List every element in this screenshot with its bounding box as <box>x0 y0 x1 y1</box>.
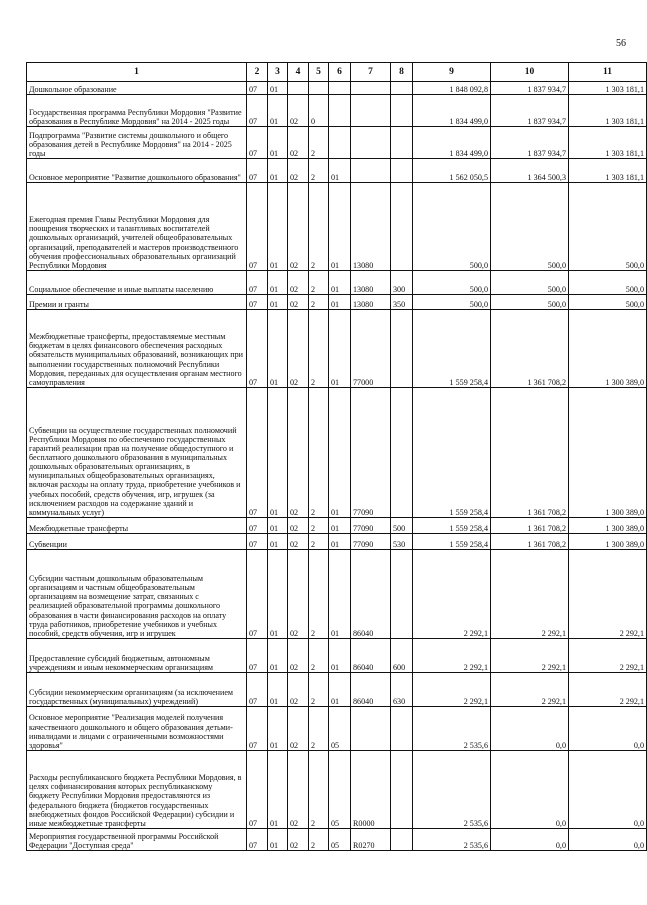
amount-cell-year2: 2 292,1 <box>491 639 569 673</box>
section-code-cell: 07 <box>247 310 268 388</box>
amount-cell-year2: 1 361 708,2 <box>491 518 569 534</box>
subsection-code-cell: 01 <box>268 534 288 550</box>
subsection-code-cell: 01 <box>268 159 288 183</box>
activity-code-cell <box>329 127 351 159</box>
program-code-cell: 02 <box>288 183 309 271</box>
amount-cell-year2: 1 837 934,7 <box>491 127 569 159</box>
expense-type-code-cell: 300 <box>391 271 413 295</box>
row-name-cell: Субсидии некоммерческим организациям (за исключением государственных (муниципальных) учреждений) <box>27 673 247 707</box>
expense-type-code-cell: 350 <box>391 295 413 310</box>
table-row <box>27 751 647 829</box>
table-body <box>27 82 647 851</box>
row-name-cell: Предоставление субсидий бюджетным, автономным учреждениям и иным некоммерческим организациям <box>27 639 247 673</box>
subprogram-code-cell: 2 <box>309 550 329 639</box>
amount-cell-year1: 1 562 050,5 <box>413 159 491 183</box>
amount-cell-year2: 1 364 500,3 <box>491 159 569 183</box>
program-code-cell: 02 <box>288 159 309 183</box>
subsection-code-cell: 01 <box>268 639 288 673</box>
program-code-cell: 02 <box>288 310 309 388</box>
amount-cell-year3: 1 300 389,0 <box>569 310 647 388</box>
subprogram-code-cell: 2 <box>309 159 329 183</box>
activity-code-cell: 01 <box>329 183 351 271</box>
amount-cell-year1: 1 848 092,8 <box>413 82 491 95</box>
row-name-cell: Субсидии частным дошкольным образовательным организациям и частным общеобразовательным организациям на возмещение затрат, связанных с реализацией образовательной программы дошкольного образования в части финансирования расходов на оплату труда работников, приобретение учебников и учебных пособий, средств обучения, игр и игрушек <box>27 550 247 639</box>
column-header: 5 <box>309 63 329 82</box>
table-row <box>27 518 647 534</box>
amount-cell-year2: 2 292,1 <box>491 673 569 707</box>
subprogram-code-cell: 2 <box>309 295 329 310</box>
subsection-code-cell: 01 <box>268 707 288 751</box>
column-header: 2 <box>247 63 268 82</box>
subprogram-code-cell: 2 <box>309 271 329 295</box>
amount-cell-year3: 500,0 <box>569 295 647 310</box>
amount-cell-year3: 0,0 <box>569 829 647 851</box>
table-row <box>27 829 647 851</box>
program-code-cell: 02 <box>288 707 309 751</box>
table-row <box>27 127 647 159</box>
activity-code-cell: 01 <box>329 310 351 388</box>
expense-type-code-cell <box>391 183 413 271</box>
amount-cell-year3: 1 303 181,1 <box>569 82 647 95</box>
program-code-cell: 02 <box>288 127 309 159</box>
amount-cell-year2: 1 361 708,2 <box>491 534 569 550</box>
subprogram-code-cell: 2 <box>309 829 329 851</box>
program-code-cell: 02 <box>288 534 309 550</box>
activity-code-cell <box>329 95 351 127</box>
column-header: 4 <box>288 63 309 82</box>
section-code-cell: 07 <box>247 518 268 534</box>
section-code-cell: 07 <box>247 295 268 310</box>
program-code-cell: 02 <box>288 639 309 673</box>
subprogram-code-cell: 2 <box>309 639 329 673</box>
amount-cell-year2: 2 292,1 <box>491 550 569 639</box>
table-header-row <box>27 63 647 82</box>
table-row <box>27 95 647 127</box>
amount-cell-year1: 2 292,1 <box>413 639 491 673</box>
subsection-code-cell: 01 <box>268 673 288 707</box>
subprogram-code-cell: 2 <box>309 707 329 751</box>
subsection-code-cell: 01 <box>268 751 288 829</box>
section-code-cell: 07 <box>247 127 268 159</box>
section-code-cell: 07 <box>247 95 268 127</box>
section-code-cell: 07 <box>247 82 268 95</box>
subsection-code-cell: 01 <box>268 82 288 95</box>
amount-cell-year3: 2 292,1 <box>569 639 647 673</box>
subprogram-code-cell: 2 <box>309 310 329 388</box>
subsection-code-cell: 01 <box>268 95 288 127</box>
direction-code-cell <box>351 95 391 127</box>
program-code-cell: 02 <box>288 518 309 534</box>
activity-code-cell: 05 <box>329 751 351 829</box>
row-name-cell: Межбюджетные трансферты, предоставляемые местным бюджетам в целях финансового обеспечения расходных обязательств муниципальных образований, возникающих при выполнении государственных полномочий Республики Мордовия, переданных для осуществления органам местного самоуправления <box>27 310 247 388</box>
section-code-cell: 07 <box>247 271 268 295</box>
program-code-cell: 02 <box>288 751 309 829</box>
row-name-cell: Межбюджетные трансферты <box>27 518 247 534</box>
direction-code-cell <box>351 127 391 159</box>
section-code-cell: 07 <box>247 183 268 271</box>
row-name-cell: Мероприятия государственной программы Российской Федерации "Доступная среда" <box>27 829 247 851</box>
expense-type-code-cell <box>391 127 413 159</box>
activity-code-cell: 01 <box>329 388 351 518</box>
expense-type-code-cell: 530 <box>391 534 413 550</box>
page-number: 56 <box>616 38 626 49</box>
amount-cell-year1: 2 292,1 <box>413 550 491 639</box>
direction-code-cell <box>351 707 391 751</box>
amount-cell-year1: 1 559 258,4 <box>413 310 491 388</box>
table-row <box>27 159 647 183</box>
amount-cell-year2: 0,0 <box>491 707 569 751</box>
amount-cell-year1: 2 535,6 <box>413 751 491 829</box>
amount-cell-year3: 0,0 <box>569 751 647 829</box>
section-code-cell: 07 <box>247 550 268 639</box>
amount-cell-year2: 500,0 <box>491 183 569 271</box>
table-row <box>27 639 647 673</box>
program-code-cell: 02 <box>288 550 309 639</box>
column-header: 7 <box>351 63 391 82</box>
amount-cell-year2: 1 837 934,7 <box>491 95 569 127</box>
amount-cell-year1: 2 535,6 <box>413 829 491 851</box>
row-name-cell: Государственная программа Республики Мордовия "Развитие образования в Республике Мордовия" на 2014 - 2025 годы <box>27 95 247 127</box>
amount-cell-year2: 1 837 934,7 <box>491 82 569 95</box>
subsection-code-cell: 01 <box>268 127 288 159</box>
direction-code-cell: R0270 <box>351 829 391 851</box>
program-code-cell: 02 <box>288 271 309 295</box>
subsection-code-cell: 01 <box>268 183 288 271</box>
column-header: 6 <box>329 63 351 82</box>
amount-cell-year3: 1 300 389,0 <box>569 388 647 518</box>
direction-code-cell: 86040 <box>351 639 391 673</box>
subprogram-code-cell: 2 <box>309 673 329 707</box>
row-name-cell: Премии и гранты <box>27 295 247 310</box>
activity-code-cell: 01 <box>329 673 351 707</box>
column-header: 11 <box>569 63 647 82</box>
subsection-code-cell: 01 <box>268 271 288 295</box>
amount-cell-year1: 2 535,6 <box>413 707 491 751</box>
subprogram-code-cell: 2 <box>309 388 329 518</box>
amount-cell-year1: 500,0 <box>413 183 491 271</box>
direction-code-cell <box>351 159 391 183</box>
amount-cell-year3: 2 292,1 <box>569 550 647 639</box>
section-code-cell: 07 <box>247 673 268 707</box>
amount-cell-year3: 2 292,1 <box>569 673 647 707</box>
amount-cell-year2: 1 361 708,2 <box>491 310 569 388</box>
subprogram-code-cell: 2 <box>309 127 329 159</box>
amount-cell-year3: 500,0 <box>569 271 647 295</box>
activity-code-cell: 05 <box>329 829 351 851</box>
subprogram-code-cell <box>309 82 329 95</box>
direction-code-cell: 77090 <box>351 388 391 518</box>
direction-code-cell: 77000 <box>351 310 391 388</box>
subsection-code-cell: 01 <box>268 295 288 310</box>
expense-type-code-cell: 630 <box>391 673 413 707</box>
amount-cell-year1: 1 834 499,0 <box>413 95 491 127</box>
expense-type-code-cell: 500 <box>391 518 413 534</box>
activity-code-cell: 01 <box>329 159 351 183</box>
subsection-code-cell: 01 <box>268 550 288 639</box>
amount-cell-year2: 0,0 <box>491 829 569 851</box>
table-row <box>27 534 647 550</box>
expense-type-code-cell <box>391 829 413 851</box>
table-row <box>27 673 647 707</box>
subsection-code-cell: 01 <box>268 829 288 851</box>
row-name-cell: Ежегодная премия Главы Республики Мордовия для поощрения творческих и талантливых воспитателей дошкольных организаций, учителей общеобразовательных организаций, преподавателей и мастеров производственного обучения профессиональных образовательных организаций Республики Мордовия <box>27 183 247 271</box>
expense-type-code-cell <box>391 95 413 127</box>
subsection-code-cell: 01 <box>268 388 288 518</box>
amount-cell-year1: 1 834 499,0 <box>413 127 491 159</box>
amount-cell-year2: 1 361 708,2 <box>491 388 569 518</box>
program-code-cell <box>288 82 309 95</box>
table-row <box>27 82 647 95</box>
amount-cell-year2: 500,0 <box>491 295 569 310</box>
section-code-cell: 07 <box>247 751 268 829</box>
amount-cell-year3: 1 300 389,0 <box>569 534 647 550</box>
direction-code-cell: 86040 <box>351 673 391 707</box>
section-code-cell: 07 <box>247 639 268 673</box>
section-code-cell: 07 <box>247 707 268 751</box>
amount-cell-year1: 500,0 <box>413 295 491 310</box>
amount-cell-year1: 1 559 258,4 <box>413 518 491 534</box>
program-code-cell: 02 <box>288 829 309 851</box>
subprogram-code-cell: 2 <box>309 183 329 271</box>
amount-cell-year2: 0,0 <box>491 751 569 829</box>
section-code-cell: 07 <box>247 159 268 183</box>
direction-code-cell: 13080 <box>351 295 391 310</box>
expense-type-code-cell <box>391 550 413 639</box>
program-code-cell: 02 <box>288 95 309 127</box>
table-row <box>27 550 647 639</box>
expense-type-code-cell <box>391 82 413 95</box>
expense-type-code-cell: 600 <box>391 639 413 673</box>
column-header: 1 <box>27 63 247 82</box>
activity-code-cell: 01 <box>329 518 351 534</box>
expense-type-code-cell <box>391 707 413 751</box>
activity-code-cell: 01 <box>329 295 351 310</box>
activity-code-cell: 01 <box>329 550 351 639</box>
row-name-cell: Основное мероприятие "Развитие дошкольного образования" <box>27 159 247 183</box>
column-header: 10 <box>491 63 569 82</box>
section-code-cell: 07 <box>247 388 268 518</box>
amount-cell-year1: 1 559 258,4 <box>413 388 491 518</box>
row-name-cell: Расходы республиканского бюджета Республики Мордовия, в целях софинансирования которых республиканскому бюджету Республики Мордовия предоставляются из федерального бюджета (бюджетов государственных внебюджетных фондов Российской Федерации) субсидии и иные межбюджетные трансферты <box>27 751 247 829</box>
table-row <box>27 271 647 295</box>
row-name-cell: Социальное обеспечение и иные выплаты населению <box>27 271 247 295</box>
subprogram-code-cell: 2 <box>309 534 329 550</box>
table-row <box>27 310 647 388</box>
amount-cell-year1: 1 559 258,4 <box>413 534 491 550</box>
subprogram-code-cell: 2 <box>309 518 329 534</box>
activity-code-cell: 05 <box>329 707 351 751</box>
amount-cell-year1: 2 292,1 <box>413 673 491 707</box>
row-name-cell: Основное мероприятие "Реализация моделей получения качественного дошкольного и общего образования детьми-инвалидами и лицами с ограниченными возможностями здоровья" <box>27 707 247 751</box>
section-code-cell: 07 <box>247 829 268 851</box>
program-code-cell: 02 <box>288 295 309 310</box>
table-row <box>27 707 647 751</box>
expense-type-code-cell <box>391 388 413 518</box>
activity-code-cell: 01 <box>329 639 351 673</box>
amount-cell-year3: 1 303 181,1 <box>569 95 647 127</box>
direction-code-cell: 77090 <box>351 518 391 534</box>
activity-code-cell: 01 <box>329 534 351 550</box>
direction-code-cell: R0000 <box>351 751 391 829</box>
column-header: 3 <box>268 63 288 82</box>
table-row <box>27 183 647 271</box>
direction-code-cell: 86040 <box>351 550 391 639</box>
column-header: 8 <box>391 63 413 82</box>
row-name-cell: Дошкольное образование <box>27 82 247 95</box>
direction-code-cell <box>351 82 391 95</box>
expense-type-code-cell <box>391 751 413 829</box>
table-row <box>27 388 647 518</box>
direction-code-cell: 13080 <box>351 271 391 295</box>
amount-cell-year3: 1 303 181,1 <box>569 127 647 159</box>
budget-table <box>26 62 647 851</box>
direction-code-cell: 77090 <box>351 534 391 550</box>
row-name-cell: Субвенции на осуществление государственных полномочий Республики Мордовия по обеспечению государственных гарантий реализации прав на получение общедоступного и бесплатного дошкольного образования в муниципальных дошкольных образовательных организациях, в муниципальных общеобразовательных организациях, включая расходы на оплату труда, приобретение учебников и учебных пособий, средств обучения, игр, игрушек (за исключением расходов на содержание зданий и коммунальных услуг) <box>27 388 247 518</box>
subsection-code-cell: 01 <box>268 518 288 534</box>
amount-cell-year3: 500,0 <box>569 183 647 271</box>
activity-code-cell: 01 <box>329 271 351 295</box>
amount-cell-year3: 1 300 389,0 <box>569 518 647 534</box>
table-row <box>27 295 647 310</box>
program-code-cell: 02 <box>288 388 309 518</box>
row-name-cell: Подпрограмма "Развитие системы дошкольного и общего образования детей в Республике Мордовия" на 2014 - 2025 годы <box>27 127 247 159</box>
amount-cell-year3: 0,0 <box>569 707 647 751</box>
amount-cell-year3: 1 303 181,1 <box>569 159 647 183</box>
amount-cell-year1: 500,0 <box>413 271 491 295</box>
subprogram-code-cell: 0 <box>309 95 329 127</box>
column-header: 9 <box>413 63 491 82</box>
row-name-cell: Субвенции <box>27 534 247 550</box>
subprogram-code-cell: 2 <box>309 751 329 829</box>
expense-type-code-cell <box>391 310 413 388</box>
expense-type-code-cell <box>391 159 413 183</box>
amount-cell-year2: 500,0 <box>491 271 569 295</box>
subsection-code-cell: 01 <box>268 310 288 388</box>
activity-code-cell <box>329 82 351 95</box>
direction-code-cell: 13080 <box>351 183 391 271</box>
program-code-cell: 02 <box>288 673 309 707</box>
section-code-cell: 07 <box>247 534 268 550</box>
